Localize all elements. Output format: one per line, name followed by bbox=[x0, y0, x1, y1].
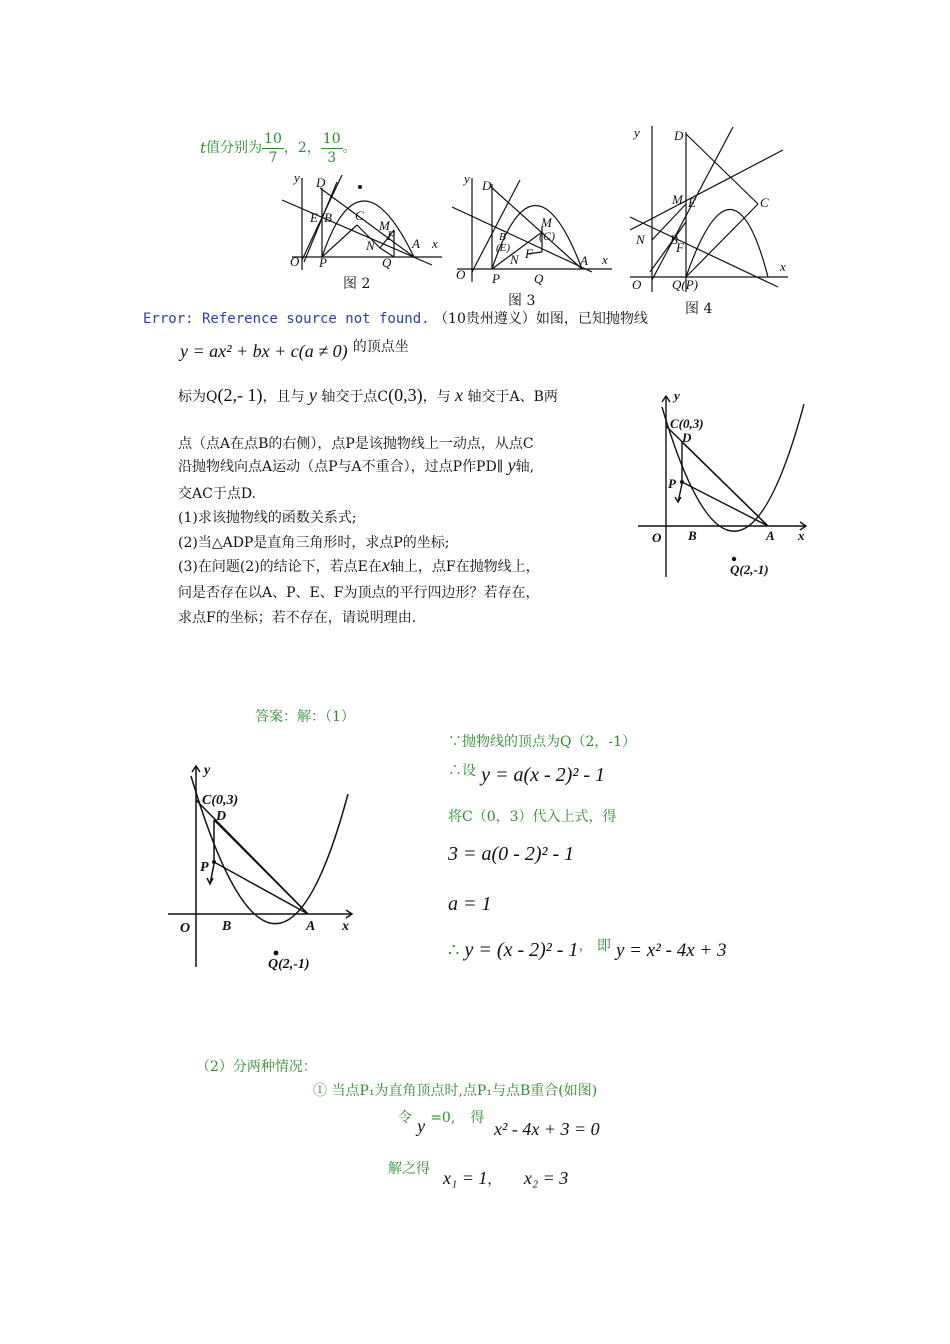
label-O: O bbox=[456, 267, 466, 282]
fraction-denominator: 3 bbox=[327, 149, 337, 166]
question-3 bbox=[178, 556, 540, 576]
standard-form-result: y = x² - 4x + 3 bbox=[615, 940, 727, 961]
label-QP: Q(P) bbox=[672, 277, 698, 292]
question-1: (1)求该抛物线的函数关系式; bbox=[178, 510, 357, 526]
answer-step-3: 将C（0，3）代入上式，得 bbox=[448, 809, 617, 825]
text-fragment: 轴, bbox=[515, 459, 535, 475]
text-fragment: (3)在问题(2)的结论下，若点E在 bbox=[178, 559, 382, 575]
text-fragment: ∴ bbox=[448, 940, 460, 961]
var-x: x bbox=[381, 555, 390, 575]
label-M: M bbox=[672, 192, 683, 207]
t-values-line bbox=[200, 128, 357, 168]
label-E: E bbox=[688, 195, 696, 210]
label-A: A bbox=[412, 236, 420, 251]
figure-2-caption: 图 2 bbox=[343, 276, 371, 292]
label-O: O bbox=[632, 277, 642, 292]
answer-graph bbox=[166, 762, 356, 972]
problem-line-2 bbox=[178, 386, 558, 406]
label-F: F bbox=[525, 246, 533, 261]
label-C: C(0,3) bbox=[670, 416, 704, 431]
text-fragment: ∴设 bbox=[448, 763, 476, 779]
var-x: x bbox=[455, 385, 464, 405]
text-fragment: ，且与 bbox=[262, 389, 305, 405]
label-y: y bbox=[294, 170, 300, 185]
fraction-numerator: 10 bbox=[322, 130, 341, 147]
problem-line-3: 点（点A在点B的右侧），点P是该抛物线上一动点，从点C bbox=[178, 436, 534, 452]
label-N: N bbox=[510, 252, 519, 267]
label-N: N bbox=[366, 238, 375, 253]
parabola-equation: y = ax² + bx + c(a ≠ 0) bbox=[180, 341, 348, 361]
text-fragment: ， bbox=[487, 1173, 502, 1188]
label-E: E bbox=[310, 210, 318, 225]
label-C: C bbox=[760, 195, 769, 210]
label-A: A bbox=[306, 919, 316, 934]
label-Q: Q bbox=[534, 271, 544, 286]
text-fragment: 轴交于点C bbox=[321, 389, 389, 405]
problem-intro-line bbox=[143, 310, 648, 328]
label-P: P bbox=[319, 255, 327, 270]
label-B: B bbox=[324, 210, 332, 225]
question-3-line-2: 问是否存在以A、P、E、F为顶点的平行四边形？若存在， bbox=[178, 585, 540, 601]
label-x: x bbox=[602, 252, 608, 267]
label-x: x bbox=[798, 528, 805, 543]
label-F: F bbox=[676, 240, 684, 255]
label-P: P bbox=[668, 476, 676, 491]
error-reference-text: Error: Reference source not found. bbox=[143, 311, 430, 327]
label-y: y bbox=[464, 172, 470, 186]
label-D: D bbox=[674, 128, 684, 143]
figure-2 bbox=[282, 170, 447, 275]
label-B: B bbox=[499, 231, 506, 243]
problem-graph bbox=[636, 392, 816, 582]
part-2-case-1: ① 当点P₁为直角顶点时,点P₁与点B重合(如图) bbox=[313, 1083, 598, 1099]
point-c: (0,3) bbox=[388, 385, 423, 405]
label-P: P bbox=[200, 860, 209, 875]
part-2-let-line bbox=[398, 1107, 484, 1137]
label-A: A bbox=[580, 253, 588, 268]
fraction-10-3 bbox=[321, 130, 343, 167]
vertex-form-equation: y = a(x - 2)² - 1 bbox=[481, 764, 605, 786]
label-Q: Q(2,-1) bbox=[730, 562, 769, 577]
vertex-form-result: y = (x - 2)² - 1 bbox=[464, 939, 579, 961]
label-MC: (C) bbox=[539, 229, 555, 243]
point-q: (2,- 1) bbox=[217, 385, 263, 405]
label-N: N bbox=[636, 232, 645, 247]
label-D: D bbox=[682, 430, 692, 445]
t-line-end: 。 bbox=[342, 140, 357, 156]
figure-3 bbox=[452, 172, 617, 292]
part-2-quadratic: x² - 4x + 3 = 0 bbox=[494, 1119, 600, 1139]
figure-3-caption: 图 3 bbox=[508, 293, 536, 309]
var-y: y bbox=[308, 385, 317, 405]
label-y: y bbox=[204, 763, 211, 778]
text-fragment: ，与 bbox=[422, 389, 451, 405]
label-B: B bbox=[222, 919, 232, 934]
t-variable: t bbox=[200, 139, 207, 157]
text-fragment: 得 bbox=[470, 1110, 485, 1126]
question-2: (2)当△ADP是直角三角形时，求点P的坐标; bbox=[178, 535, 450, 551]
fraction-numerator: 10 bbox=[264, 130, 282, 147]
label-O: O bbox=[180, 921, 191, 936]
answer-step-5: a = 1 bbox=[448, 893, 492, 915]
label-x: x bbox=[780, 259, 786, 274]
text-fragment: ， 即 bbox=[578, 938, 611, 954]
var-y: y bbox=[507, 455, 516, 475]
label-y: y bbox=[634, 125, 640, 140]
part-2-title: （2）分两种情况： bbox=[196, 1059, 317, 1075]
part-2-solve-line bbox=[388, 1158, 430, 1178]
root-x2: x₂ = 3 bbox=[523, 1168, 569, 1188]
label-O: O bbox=[652, 530, 662, 545]
fraction-10-7 bbox=[262, 130, 284, 167]
answer-step-4: 3 = a(0 - 2)² - 1 bbox=[448, 843, 575, 865]
text-fragment: 解之得 bbox=[388, 1161, 430, 1177]
label-D: D bbox=[216, 809, 227, 824]
var-y: y bbox=[417, 1116, 426, 1136]
label-C: C(0,3) bbox=[202, 793, 239, 808]
label-M: M bbox=[379, 218, 390, 233]
label-C: C bbox=[355, 208, 364, 223]
label-Q: Q bbox=[382, 255, 392, 270]
label-D: D bbox=[316, 175, 326, 190]
text-fragment: 轴上，点F在抛物线上， bbox=[389, 559, 540, 575]
answer-title: 答案：解：（1） bbox=[255, 709, 355, 725]
part-2-roots bbox=[443, 1168, 568, 1190]
figure-4 bbox=[628, 122, 796, 297]
text-fragment: 令 bbox=[398, 1110, 412, 1126]
label-O: O bbox=[290, 254, 300, 269]
problem-line-4 bbox=[178, 456, 534, 476]
root-x1: x₁ = 1 bbox=[443, 1168, 488, 1188]
problem-line-5: 交AC于点D. bbox=[178, 486, 256, 502]
t-line-sep: ，2， bbox=[283, 140, 321, 156]
answer-step-1: ∵抛物线的顶点为Q（2，-1） bbox=[448, 734, 637, 750]
text-fragment: 沿抛物线向点A运动（点P与A不重合），过点P作PD∥ bbox=[178, 459, 504, 475]
problem-intro: （10贵州遵义）如图，已知抛物线 bbox=[434, 311, 648, 327]
label-y: y bbox=[674, 392, 680, 403]
label-x: x bbox=[432, 236, 438, 251]
answer-step-2 bbox=[448, 762, 605, 787]
fraction-denominator: 7 bbox=[268, 149, 278, 166]
answer-step-6 bbox=[448, 937, 726, 962]
t-line-text: 值分别为 bbox=[206, 140, 263, 156]
label-D: D bbox=[482, 178, 492, 193]
text-fragment: =0, bbox=[430, 1110, 456, 1126]
problem-intro-tail: 的顶点坐 bbox=[352, 339, 409, 355]
label-Q: Q(2,-1) bbox=[268, 957, 310, 972]
label-A: A bbox=[766, 528, 775, 543]
figure-4-caption: 图 4 bbox=[685, 301, 713, 317]
text-fragment: 轴交于A、B两 bbox=[467, 389, 558, 405]
label-B: B bbox=[688, 528, 697, 543]
label-F: F bbox=[387, 228, 395, 243]
label-M: M bbox=[541, 215, 552, 230]
label-B: B bbox=[670, 232, 678, 247]
label-BE: (E) bbox=[496, 242, 511, 254]
question-3-line-3: 求点F的坐标；若不存在，请说明理由. bbox=[178, 610, 417, 626]
label-P: P bbox=[492, 271, 500, 286]
text-fragment: 标为Q bbox=[178, 389, 218, 405]
equation-line bbox=[180, 338, 409, 362]
label-x: x bbox=[342, 919, 349, 934]
